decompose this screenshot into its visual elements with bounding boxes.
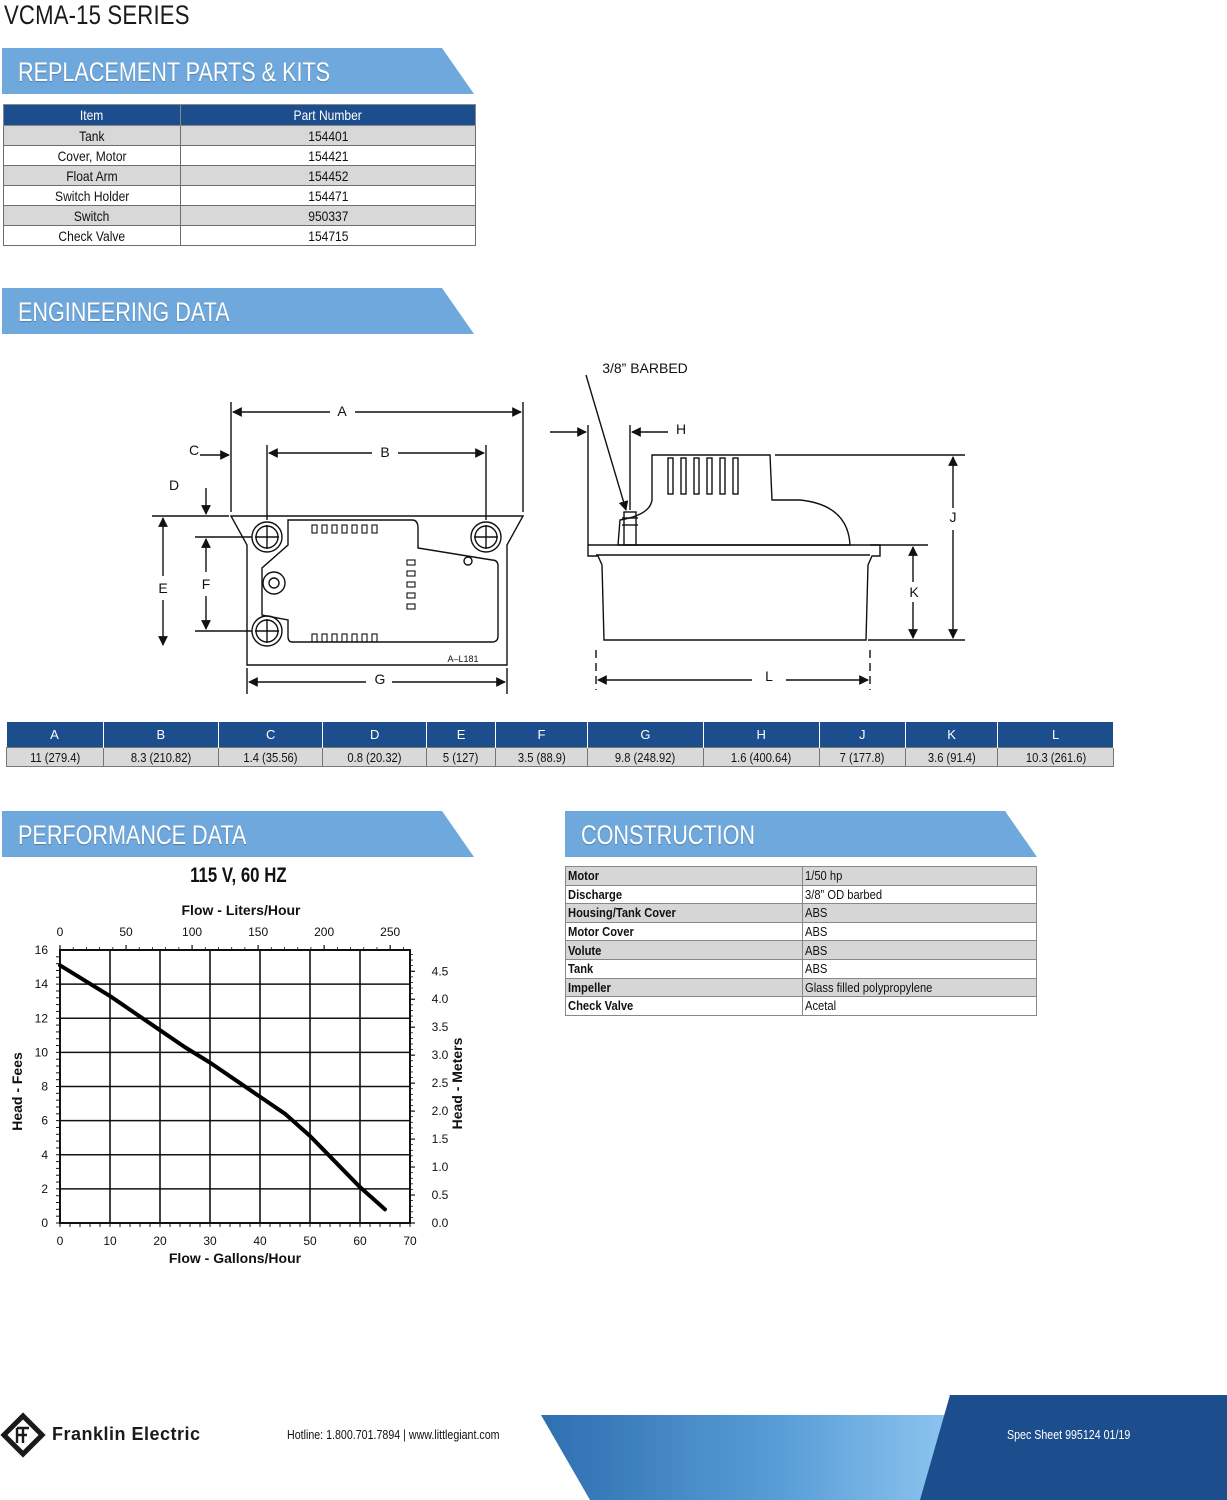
construction-material-cell: 3/8” OD barbed	[803, 885, 1037, 904]
y2-tick-label: 4.0	[431, 992, 449, 1007]
construction-material-cell: ABS	[803, 904, 1037, 923]
franklin-logo-icon	[0, 1412, 45, 1457]
dim-label-b: B	[380, 444, 390, 460]
dimension-header-l: L	[998, 722, 1114, 748]
y-axis-label: Head - Fees	[9, 1052, 25, 1131]
part-item-cell: Switch	[4, 206, 181, 226]
series-title: VCMA-15 SERIES	[4, 0, 190, 30]
barbed-label: 3/8” BARBED	[602, 360, 688, 376]
y2-tick-label: 1.0	[431, 1160, 449, 1175]
construction-component-cell: Motor	[566, 867, 803, 886]
dim-label-a: A	[337, 403, 347, 419]
table-row	[566, 959, 1037, 978]
construction-heading: CONSTRUCTION	[581, 820, 755, 850]
dimension-header-h: H	[703, 722, 819, 748]
part-number-cell: 154421	[181, 146, 476, 166]
performance-curve-line	[60, 965, 385, 1209]
dimension-value-j: 7 (177.8)	[819, 748, 905, 767]
construction-banner	[565, 811, 1037, 857]
y-tick-label: 16	[34, 943, 48, 957]
x-tick-label: 60	[353, 1234, 367, 1248]
dimension-value-d: 0.8 (20.32)	[323, 748, 427, 767]
y-tick-label: 14	[34, 977, 48, 992]
construction-material-cell: 1/50 hp	[803, 867, 1037, 886]
dimension-value-h: 1.6 (400.64)	[703, 748, 819, 767]
y2-tick-label: 4.5	[431, 964, 449, 979]
y2-tick-label: 0.0	[431, 1216, 449, 1230]
x-axis-label: Flow - Gallons/Hour	[168, 1250, 302, 1266]
y-tick-label: 4	[41, 1147, 48, 1162]
dimension-header-g: G	[588, 722, 704, 748]
table-row	[4, 226, 476, 246]
brand-name: Franklin Electric	[52, 1424, 201, 1444]
part-item-cell: Check Valve	[4, 226, 181, 246]
side-view-tank	[588, 545, 880, 640]
part-item-cell: Float Arm	[4, 166, 181, 186]
dimension-value-c: 1.4 (35.56)	[219, 748, 323, 767]
table-row	[566, 922, 1037, 941]
x2-tick-label: 100	[182, 925, 203, 939]
footer-graphic	[0, 1395, 1227, 1500]
performance-data-banner	[2, 811, 474, 857]
y-tick-label: 0	[41, 1216, 48, 1230]
table-row	[566, 867, 1037, 886]
footer-dark-band	[920, 1395, 1227, 1500]
x2-tick-label: 250	[380, 925, 401, 939]
construction-component-cell: Discharge	[566, 885, 803, 904]
pump-dimension-drawing	[0, 340, 1227, 710]
x2-tick-label: 200	[314, 925, 335, 939]
x2-tick-label: 150	[248, 925, 269, 939]
engineering-data-banner	[2, 288, 474, 334]
dim-label-e: E	[158, 580, 168, 596]
dimension-value-b: 8.3 (210.82)	[103, 748, 219, 767]
construction-material-cell: ABS	[803, 941, 1037, 960]
part-number-cell: 154401	[181, 126, 476, 146]
table-row	[566, 997, 1037, 1016]
table-row	[4, 146, 476, 166]
dimension-value-f: 3.5 (88.9)	[495, 748, 587, 767]
construction-component-cell: Check Valve	[566, 997, 803, 1016]
y-tick-label: 8	[41, 1079, 48, 1094]
parts-header-part-number: Part Number	[181, 105, 476, 126]
dimensions-table	[6, 722, 1114, 767]
part-number-cell: 154452	[181, 166, 476, 186]
y2-tick-label: 3.5	[431, 1020, 449, 1035]
dimension-header-c: C	[219, 722, 323, 748]
dimension-value-g: 9.8 (248.92)	[588, 748, 704, 767]
drawing-code: A–L181	[447, 654, 479, 664]
dimension-header-b: B	[103, 722, 219, 748]
footer-hotline: Hotline: 1.800.701.7894 | www.littlegiant.com	[287, 1427, 500, 1442]
construction-component-cell: Housing/Tank Cover	[566, 904, 803, 923]
dimension-value-e: 5 (127)	[427, 748, 496, 767]
y2-tick-label: 3.0	[431, 1048, 449, 1063]
replacement-parts-heading: REPLACEMENT PARTS & KITS	[18, 57, 331, 87]
dim-label-k: K	[909, 584, 919, 600]
table-row	[566, 885, 1037, 904]
table-row	[566, 978, 1037, 997]
x2-tick-label: 0	[56, 925, 64, 939]
dim-label-h: H	[675, 421, 687, 437]
motor-cover-outline	[262, 520, 498, 642]
construction-material-cell: ABS	[803, 959, 1037, 978]
table-row	[4, 126, 476, 146]
construction-component-cell: Volute	[566, 941, 803, 960]
dim-label-j: J	[949, 509, 957, 525]
dimension-header-f: F	[495, 722, 587, 748]
construction-material-cell: ABS	[803, 922, 1037, 941]
table-row	[4, 186, 476, 206]
part-number-cell: 154471	[181, 186, 476, 206]
construction-table	[565, 866, 1037, 1016]
dimension-value-a: 11 (279.4)	[7, 748, 104, 767]
x-tick-label: 10	[103, 1234, 117, 1248]
y2-tick-label: 2.0	[431, 1104, 449, 1119]
engineering-data-heading: ENGINEERING DATA	[18, 297, 230, 327]
dimension-header-e: E	[427, 722, 496, 748]
y2-tick-label: 2.5	[431, 1076, 449, 1091]
construction-material-cell: Glass filled polypropylene	[803, 978, 1037, 997]
x-tick-label: 30	[203, 1234, 217, 1248]
dim-label-f: F	[201, 576, 211, 592]
dimension-header-a: A	[7, 722, 104, 748]
parts-header-item: Item	[4, 105, 181, 126]
construction-component-cell: Motor Cover	[566, 922, 803, 941]
construction-component-cell: Impeller	[566, 978, 803, 997]
table-row	[566, 941, 1037, 960]
x-tick-label: 50	[303, 1234, 317, 1248]
table-row	[4, 206, 476, 226]
part-item-cell: Tank	[4, 126, 181, 146]
x2-tick-label: 50	[119, 925, 133, 939]
part-number-cell: 950337	[181, 206, 476, 226]
side-view-motor-cover	[618, 455, 850, 545]
dimension-value-l: 10.3 (261.6)	[998, 748, 1114, 767]
y2-axis-label: Head - Meters	[449, 1037, 465, 1130]
construction-component-cell: Tank	[566, 959, 803, 978]
part-item-cell: Cover, Motor	[4, 146, 181, 166]
chart-title: 115 V, 60 HZ	[189, 864, 287, 887]
x-tick-label: 0	[56, 1234, 64, 1248]
part-number-cell: 154715	[181, 226, 476, 246]
x-tick-label: 20	[153, 1234, 167, 1248]
footer-light-band	[541, 1415, 950, 1500]
performance-data-heading: PERFORMANCE DATA	[18, 820, 247, 850]
y-tick-label: 10	[34, 1045, 48, 1060]
dimension-header-k: K	[905, 722, 997, 748]
table-row	[566, 904, 1037, 923]
replacement-parts-banner	[2, 48, 474, 94]
table-row	[4, 166, 476, 186]
construction-material-cell: Acetal	[803, 997, 1037, 1016]
y2-tick-label: 1.5	[431, 1132, 449, 1147]
x-tick-label: 70	[403, 1234, 417, 1248]
part-item-cell: Switch Holder	[4, 186, 181, 206]
parts-header-row	[4, 105, 476, 126]
y-tick-label: 6	[41, 1113, 48, 1128]
dimension-header-d: D	[323, 722, 427, 748]
y-tick-label: 12	[34, 1011, 48, 1026]
performance-curve-chart	[0, 895, 476, 1275]
dim-label-l: L	[765, 668, 773, 684]
replacement-parts-table	[3, 104, 476, 246]
dim-label-c: C	[188, 442, 200, 458]
dimension-header-j: J	[819, 722, 905, 748]
spec-sheet-label: Spec Sheet 995124 01/19	[1007, 1427, 1131, 1442]
y-tick-label: 2	[41, 1181, 48, 1196]
y2-tick-label: 0.5	[431, 1188, 449, 1203]
dimension-value-k: 3.6 (91.4)	[905, 748, 997, 767]
dim-label-d: D	[168, 477, 180, 493]
x2-axis-label: Flow - Liters/Hour	[181, 902, 301, 918]
x-tick-label: 40	[253, 1234, 267, 1248]
dim-label-g: G	[374, 671, 386, 687]
